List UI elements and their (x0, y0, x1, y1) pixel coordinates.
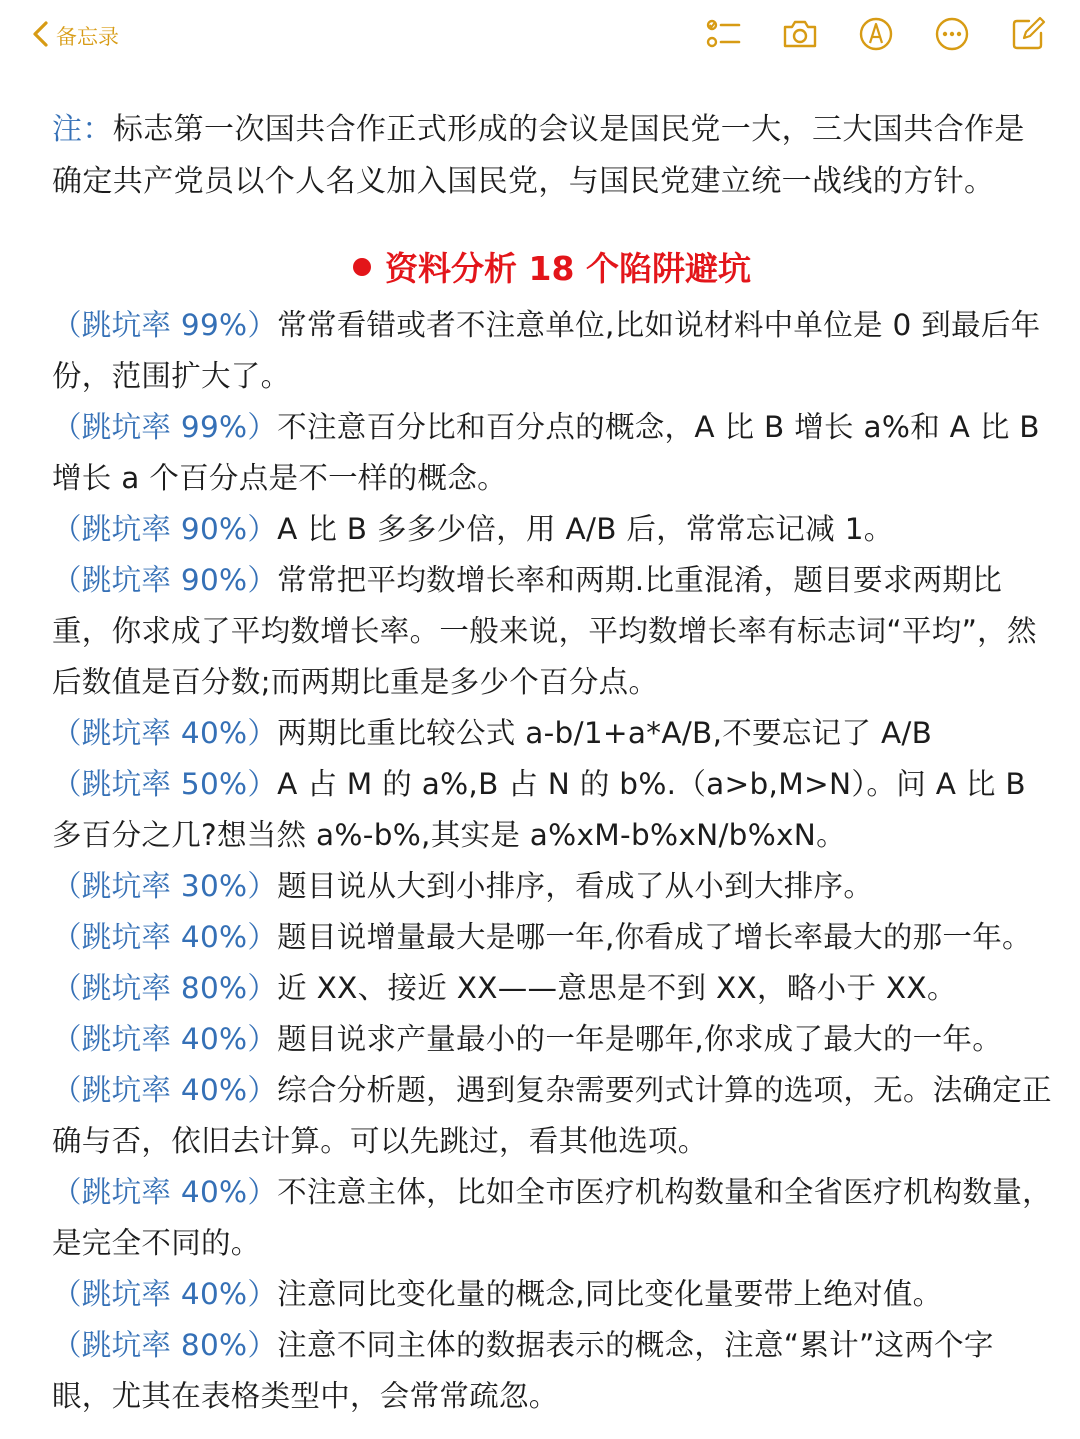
rate-label: （跳坑率 40%） (52, 716, 278, 750)
note-paragraph (52, 104, 1052, 208)
item-text: A 占 M 的 a%,B 占 N 的 b%.（a>b,M>N）。问 A 比 B 多百分之几?想当然 a%-b%,其实是 a%xM-b%xN/b%xN。 (52, 767, 1026, 852)
markup-button[interactable] (854, 14, 898, 58)
camera-button[interactable] (778, 14, 822, 58)
section-title-text: 资料分析 18 个陷阱避坑 (385, 249, 751, 288)
item-text: A 比 B 多多少倍，用 A/B 后，常常忘记减 1。 (277, 512, 894, 546)
markup-pen-icon (857, 15, 895, 57)
more-button[interactable] (930, 14, 974, 58)
section-title (52, 242, 1052, 296)
item-text: 题目说从大到小排序，看成了从小到大排序。 (277, 869, 874, 903)
item-text: 不注意主体，比如全市医疗机构数量和全省医疗机构数量，是完全不同的。 (52, 1175, 1052, 1260)
item-text: 题目说求产量最小的一年是哪年,你求成了最大的一年。 (277, 1022, 1003, 1056)
rate-label: （跳坑率 40%） (52, 1073, 278, 1107)
list-item (52, 300, 1052, 402)
checklist-button[interactable] (702, 14, 746, 58)
item-text: 不注意百分比和百分点的概念，A 比 B 增长 a%和 A 比 B 增长 a 个百分点是不一样的概念。 (52, 410, 1040, 495)
rate-label: （跳坑率 80%） (52, 971, 278, 1005)
item-text: 常常看错或者不注意单位,比如说材料中单位是 0 到最后年份，范围扩大了。 (52, 308, 1041, 393)
rate-label: （跳坑率 50%） (52, 767, 278, 801)
note-label: 注： (52, 112, 113, 147)
list-item (52, 708, 1052, 759)
pitfall-list (52, 300, 1052, 1422)
list-item (52, 1269, 1052, 1320)
rate-label: （跳坑率 30%） (52, 869, 278, 903)
rate-label: （跳坑率 40%） (52, 920, 278, 954)
toolbar (670, 14, 1050, 58)
note-body[interactable] (52, 104, 1052, 1422)
back-button[interactable] (30, 16, 119, 56)
rate-label: （跳坑率 90%） (52, 512, 278, 546)
rate-label: （跳坑率 40%） (52, 1277, 278, 1311)
rate-label: （跳坑率 90%） (52, 563, 278, 597)
back-label: 备忘录 (56, 25, 119, 49)
compose-icon (1009, 15, 1047, 57)
list-item (52, 1320, 1052, 1422)
rate-label: （跳坑率 80%） (52, 1328, 278, 1362)
compose-button[interactable] (1006, 14, 1050, 58)
red-dot-icon (353, 258, 371, 276)
camera-icon (781, 15, 819, 57)
item-text: 注意不同主体的数据表示的概念，注意“累计”这两个字眼，尤其在表格类型中，会常常疏忽。 (52, 1328, 994, 1413)
item-text: 综合分析题，遇到复杂需要列式计算的选项，无。法确定正确与否，依旧去计算。可以先跳过，看其他选项。 (52, 1073, 1052, 1158)
note-text: 标志第一次国共合作正式形成的会议是国民党一大，三大国共合作是确定共产党员以个人名义加入国民党，与国民党建立统一战线的方针。 (52, 112, 1025, 199)
checklist-icon (705, 15, 743, 57)
list-item (52, 555, 1052, 708)
rate-label: （跳坑率 40%） (52, 1022, 278, 1056)
list-item (52, 402, 1052, 504)
list-item (52, 1014, 1052, 1065)
item-text: 常常把平均数增长率和两期.比重混淆，题目要求两期比重，你求成了平均数增长率。一般来说，平均数增长率有标志词“平均”，然后数值是百分数;而两期比重是多少个百分点。 (52, 563, 1037, 699)
list-item (52, 1167, 1052, 1269)
list-item (52, 912, 1052, 963)
list-item (52, 963, 1052, 1014)
rate-label: （跳坑率 40%） (52, 1175, 278, 1209)
item-text: 两期比重比较公式 a-b/1+a*A/B,不要忘记了 A/B (277, 716, 933, 750)
rate-label: （跳坑率 99%） (52, 410, 278, 444)
item-text: 近 XX、接近 XX——意思是不到 XX，略小于 XX。 (277, 971, 957, 1005)
item-text: 题目说增量最大是哪一年,你看成了增长率最大的那一年。 (277, 920, 1032, 954)
more-icon (933, 15, 971, 57)
list-item (52, 861, 1052, 912)
list-item (52, 759, 1052, 861)
navigation-bar (0, 0, 1080, 72)
rate-label: （跳坑率 99%） (52, 308, 278, 342)
list-item (52, 1065, 1052, 1167)
list-item (52, 504, 1052, 555)
item-text: 注意同比变化量的概念,同比变化量要带上绝对值。 (277, 1277, 943, 1311)
chevron-left-icon (30, 19, 52, 53)
